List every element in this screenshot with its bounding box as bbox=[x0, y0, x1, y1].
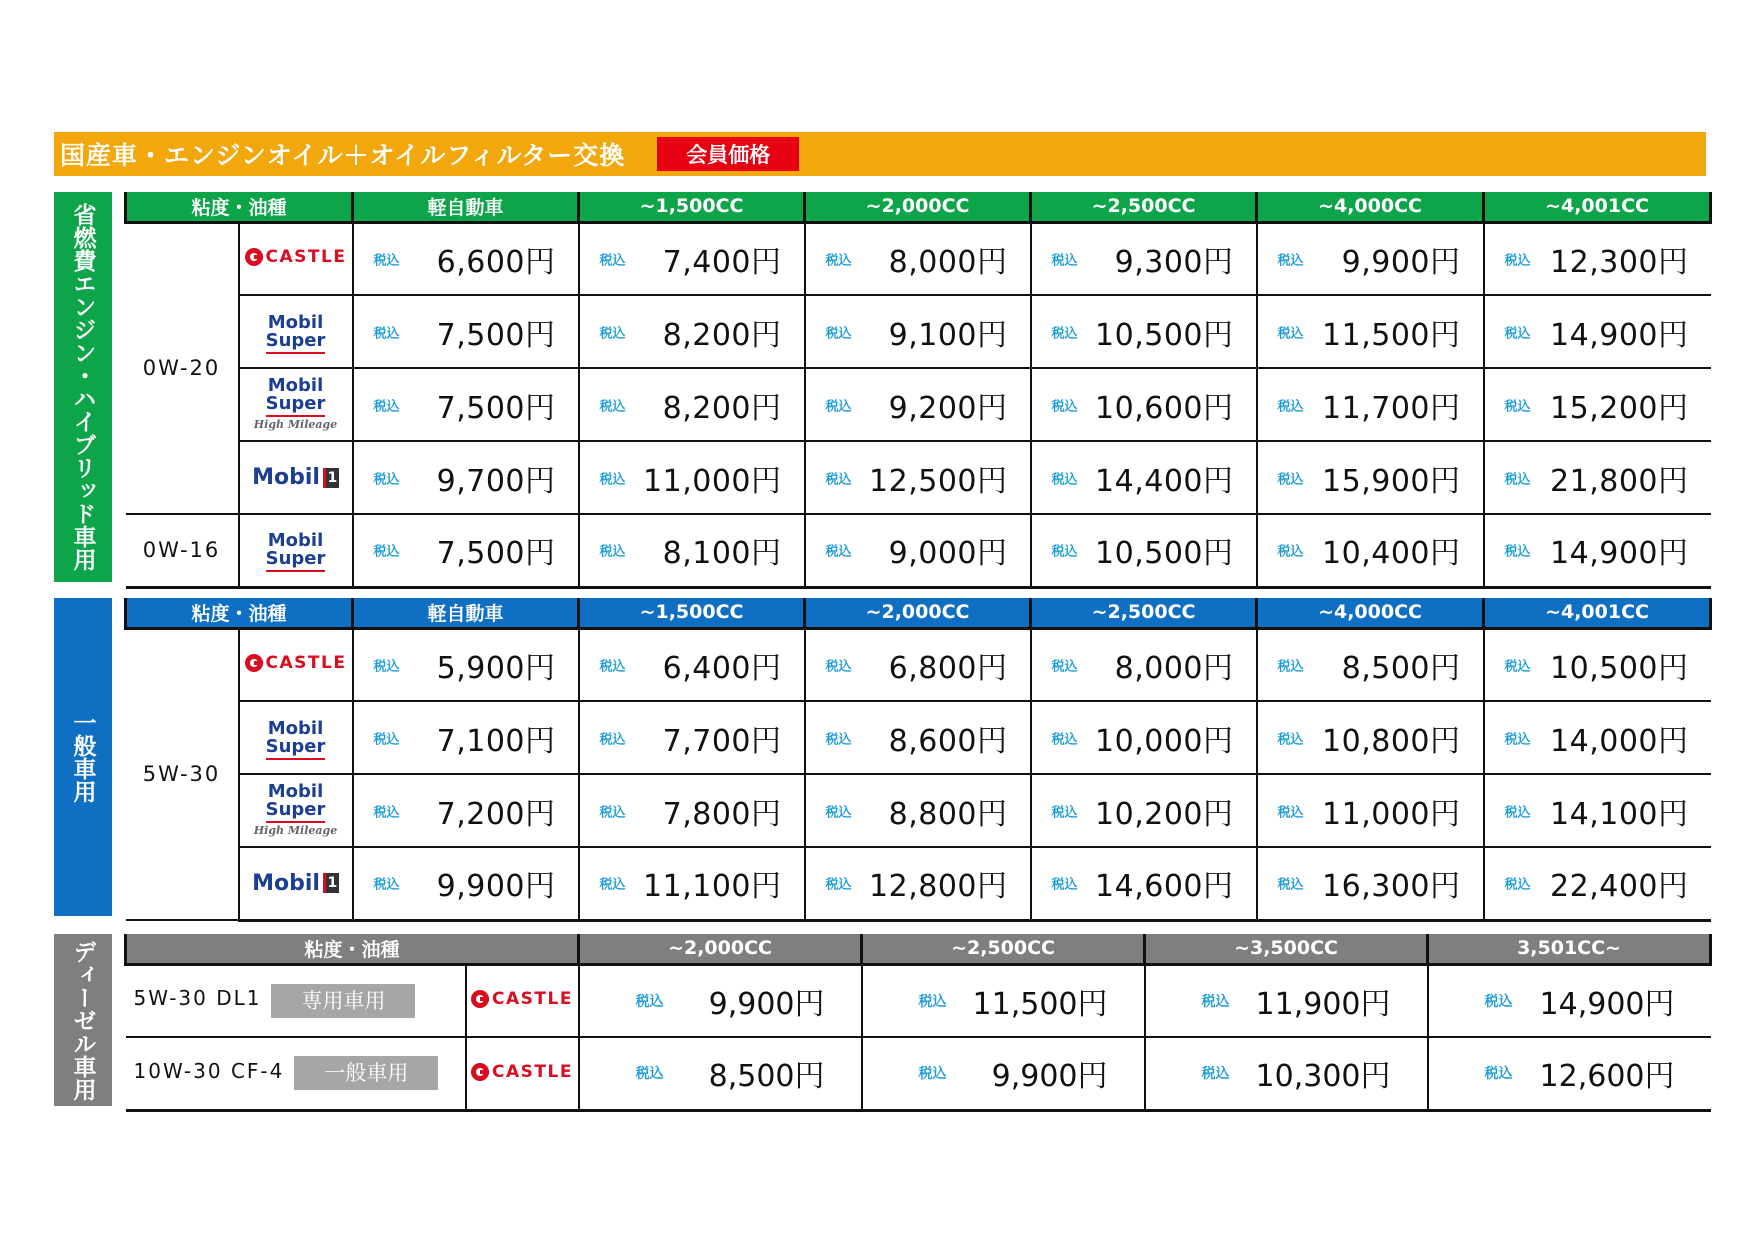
price-cell: 税込 8,800円 bbox=[805, 774, 1031, 847]
brand-castle: CASTLE bbox=[239, 628, 353, 701]
use-badge: 専用車用 bbox=[271, 984, 415, 1018]
price-cell: 税込 9,900円 bbox=[1257, 222, 1484, 295]
price-cell: 税込 6,800円 bbox=[805, 628, 1031, 701]
price-cell: 税込 5,900円 bbox=[353, 628, 579, 701]
header-kei: 軽自動車 bbox=[353, 192, 579, 222]
header-2500cc: ~2,500CC bbox=[1031, 192, 1257, 222]
price-cell: 税込 7,400円 bbox=[579, 222, 805, 295]
castle-logo-icon bbox=[245, 654, 263, 672]
price-cell: 税込 12,500円 bbox=[805, 441, 1031, 514]
diesel-side-label: ディーゼル車用 bbox=[54, 934, 112, 1106]
castle-logo-icon bbox=[471, 1063, 489, 1081]
price-cell: 税込 8,600円 bbox=[805, 701, 1031, 774]
brand-mobil-super: Mobil Super bbox=[239, 514, 353, 587]
castle-logo-icon bbox=[471, 990, 489, 1008]
table-row bbox=[126, 222, 1711, 295]
price-cell: 税込 10,500円 bbox=[1031, 514, 1257, 587]
castle-logo-icon bbox=[245, 248, 263, 266]
eco-price-table bbox=[124, 192, 1712, 589]
price-cell: 税込 6,600円 bbox=[353, 222, 579, 295]
brand-mobil1: Mobil 1 bbox=[239, 847, 353, 920]
brand-mobil-super: Mobil Super bbox=[239, 701, 353, 774]
price-cell: 税込 11,900円 bbox=[1145, 964, 1428, 1037]
price-cell: 税込 11,500円 bbox=[862, 964, 1145, 1037]
price-cell: 税込 14,900円 bbox=[1428, 964, 1711, 1037]
brand-castle: CASTLE bbox=[466, 964, 579, 1037]
header-1500cc: ~1,500CC bbox=[579, 192, 805, 222]
price-cell: 税込 15,200円 bbox=[1484, 368, 1711, 441]
table-row bbox=[126, 964, 1711, 1037]
table-row bbox=[126, 441, 1711, 514]
price-cell: 税込 9,900円 bbox=[579, 964, 862, 1037]
price-cell: 税込 8,200円 bbox=[579, 295, 805, 368]
price-cell: 税込 7,500円 bbox=[353, 368, 579, 441]
table-row bbox=[126, 1037, 1711, 1110]
price-cell: 税込 12,600円 bbox=[1428, 1037, 1711, 1110]
header-2500cc: ~2,500CC bbox=[1031, 598, 1257, 628]
table-row bbox=[126, 514, 1711, 587]
price-cell: 税込 9,900円 bbox=[862, 1037, 1145, 1110]
use-badge: 一般車用 bbox=[294, 1056, 438, 1090]
price-cell: 税込 12,300円 bbox=[1484, 222, 1711, 295]
mobil1-logo-icon: 1 bbox=[323, 873, 339, 893]
diesel-viscosity-cell bbox=[126, 964, 466, 1037]
mobil1-logo-icon: 1 bbox=[323, 468, 339, 488]
eco-header-row bbox=[126, 192, 1711, 222]
header-2500cc: ~2,500CC bbox=[862, 934, 1145, 964]
diesel-header-row bbox=[126, 934, 1711, 964]
brand-castle: CASTLE bbox=[239, 222, 353, 295]
price-cell: 税込 8,500円 bbox=[579, 1037, 862, 1110]
price-cell: 税込 11,100円 bbox=[579, 847, 805, 920]
brand-mobil-super-high-mileage: Mobil Super High Mileage bbox=[239, 774, 353, 847]
price-cell: 税込 22,400円 bbox=[1484, 847, 1711, 920]
header-3500cc: ~3,500CC bbox=[1145, 934, 1428, 964]
price-cell: 税込 6,400円 bbox=[579, 628, 805, 701]
viscosity-label: 0W-16 bbox=[126, 514, 239, 587]
price-cell: 税込 8,000円 bbox=[1031, 628, 1257, 701]
price-cell: 税込 10,600円 bbox=[1031, 368, 1257, 441]
diesel-price-table bbox=[124, 934, 1712, 1112]
price-cell: 税込 10,800円 bbox=[1257, 701, 1484, 774]
general-header-row bbox=[126, 598, 1711, 628]
price-cell: 税込 7,500円 bbox=[353, 295, 579, 368]
price-cell: 税込 9,900円 bbox=[353, 847, 579, 920]
header-4000cc: ~4,000CC bbox=[1257, 598, 1484, 628]
table-row bbox=[126, 295, 1711, 368]
price-cell: 税込 10,500円 bbox=[1484, 628, 1711, 701]
price-cell: 税込 14,600円 bbox=[1031, 847, 1257, 920]
price-cell: 税込 8,100円 bbox=[579, 514, 805, 587]
price-cell: 税込 12,800円 bbox=[805, 847, 1031, 920]
price-cell: 税込 10,000円 bbox=[1031, 701, 1257, 774]
price-cell: 税込 14,100円 bbox=[1484, 774, 1711, 847]
header-viscosity: 粘度・油種 bbox=[126, 934, 579, 964]
table-row bbox=[126, 701, 1711, 774]
header-viscosity: 粘度・油種 bbox=[126, 192, 353, 222]
price-cell: 税込 11,000円 bbox=[579, 441, 805, 514]
viscosity-label: 0W-20 bbox=[126, 222, 239, 514]
price-cell: 税込 11,500円 bbox=[1257, 295, 1484, 368]
price-cell: 税込 14,000円 bbox=[1484, 701, 1711, 774]
brand-castle: CASTLE bbox=[466, 1037, 579, 1110]
price-cell: 税込 14,900円 bbox=[1484, 295, 1711, 368]
price-cell: 税込 7,200円 bbox=[353, 774, 579, 847]
eco-side-label: 省燃費エンジン・ハイブリッド車用 bbox=[54, 192, 112, 582]
table-row bbox=[126, 774, 1711, 847]
viscosity-label: 5W-30 bbox=[126, 628, 239, 920]
price-cell: 税込 10,500円 bbox=[1031, 295, 1257, 368]
general-price-table bbox=[124, 598, 1712, 922]
page-title: 国産車・エンジンオイル＋オイルフィルター交換 bbox=[60, 141, 626, 170]
title-bar bbox=[54, 132, 1706, 176]
brand-mobil-super-high-mileage: Mobil Super High Mileage bbox=[239, 368, 353, 441]
price-cell: 税込 21,800円 bbox=[1484, 441, 1711, 514]
price-cell: 税込 11,000円 bbox=[1257, 774, 1484, 847]
price-cell: 税込 9,000円 bbox=[805, 514, 1031, 587]
header-kei: 軽自動車 bbox=[353, 598, 579, 628]
price-cell: 税込 10,400円 bbox=[1257, 514, 1484, 587]
brand-mobil1: Mobil 1 bbox=[239, 441, 353, 514]
table-row bbox=[126, 847, 1711, 920]
price-cell: 税込 8,500円 bbox=[1257, 628, 1484, 701]
header-2000cc: ~2,000CC bbox=[579, 934, 862, 964]
price-cell: 税込 11,700円 bbox=[1257, 368, 1484, 441]
price-cell: 税込 8,000円 bbox=[805, 222, 1031, 295]
price-cell: 税込 9,300円 bbox=[1031, 222, 1257, 295]
price-cell: 税込 7,700円 bbox=[579, 701, 805, 774]
price-cell: 税込 7,800円 bbox=[579, 774, 805, 847]
price-cell: 税込 15,900円 bbox=[1257, 441, 1484, 514]
header-3501cc: 3,501CC~ bbox=[1428, 934, 1711, 964]
price-cell: 税込 14,400円 bbox=[1031, 441, 1257, 514]
price-cell: 税込 7,100円 bbox=[353, 701, 579, 774]
header-4001cc: ~4,001CC bbox=[1484, 598, 1711, 628]
header-1500cc: ~1,500CC bbox=[579, 598, 805, 628]
price-cell: 税込 8,200円 bbox=[579, 368, 805, 441]
price-cell: 税込 14,900円 bbox=[1484, 514, 1711, 587]
price-cell: 税込 9,200円 bbox=[805, 368, 1031, 441]
price-cell: 税込 7,500円 bbox=[353, 514, 579, 587]
price-cell: 税込 9,700円 bbox=[353, 441, 579, 514]
header-viscosity: 粘度・油種 bbox=[126, 598, 353, 628]
header-2000cc: ~2,000CC bbox=[805, 192, 1031, 222]
general-side-label: 一般車用 bbox=[54, 598, 112, 916]
viscosity-label: 5W-30 DL1 bbox=[133, 986, 262, 1011]
brand-mobil-super: Mobil Super bbox=[239, 295, 353, 368]
diesel-viscosity-cell bbox=[126, 1037, 466, 1110]
price-cell: 税込 10,300円 bbox=[1145, 1037, 1428, 1110]
header-2000cc: ~2,000CC bbox=[805, 598, 1031, 628]
member-price-badge: 会員価格 bbox=[657, 137, 799, 171]
table-row bbox=[126, 368, 1711, 441]
price-cell: 税込 16,300円 bbox=[1257, 847, 1484, 920]
price-cell: 税込 10,200円 bbox=[1031, 774, 1257, 847]
header-4001cc: ~4,001CC bbox=[1484, 192, 1711, 222]
viscosity-label: 10W-30 CF-4 bbox=[133, 1058, 285, 1083]
table-row bbox=[126, 628, 1711, 701]
price-cell: 税込 9,100円 bbox=[805, 295, 1031, 368]
header-4000cc: ~4,000CC bbox=[1257, 192, 1484, 222]
